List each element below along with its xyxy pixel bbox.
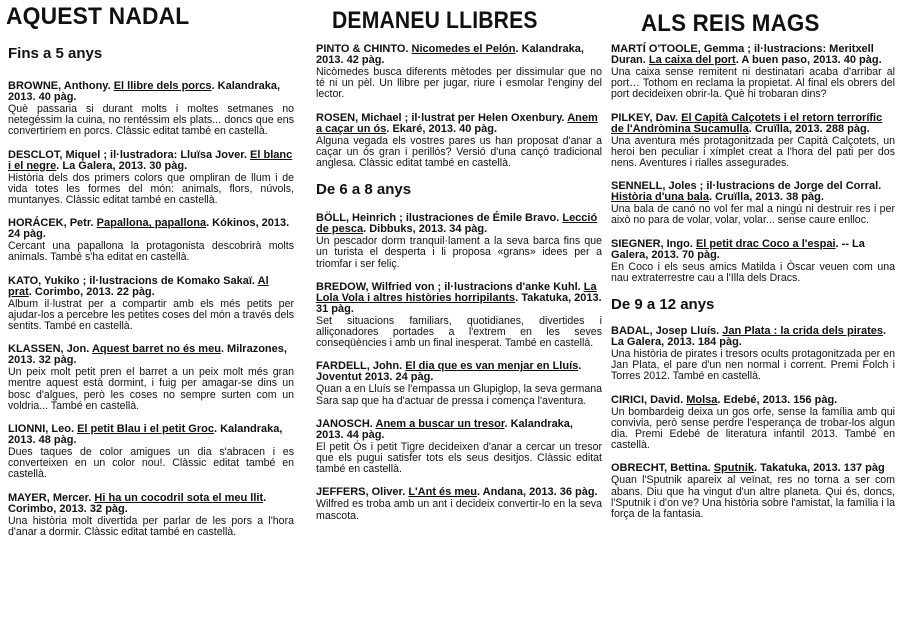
book-citation (611, 113, 895, 135)
book-citation (8, 276, 294, 298)
book-description: Un pescador dorm tranquil·lament a la seva barca fins que un turista el desperta i li proposa «grans» idees per a triomfar i ser feliç. (316, 235, 602, 270)
book-description: Què passaria si durant molts i moltes setmanes no netegéssim la cuina, no rentéssim els plats... doncs que ens convertiríem en porcs. Clàssic editat també en castellà. (8, 103, 294, 138)
book-publication: . Cruïlla, 2013. 288 pàg. (748, 122, 870, 135)
book-title: El dia que es van menjar en Lluís (405, 360, 579, 373)
age-heading: De 9 a 12 anys (611, 296, 715, 314)
book-description: Un peix molt petit pren el barret a un peix molt més gran mentre aquest està dormint, i fuig per amagar-se dins un bosc d'algues, però les coses no sempre surten com un voldria... També en castellà. (8, 366, 294, 412)
book-publication: . La Galera, 2013. 184 pàg. (611, 325, 887, 349)
book-entry (611, 463, 895, 520)
book-entry (8, 218, 294, 263)
book-description: Història dels dos primers colors que ompliran de llum i de vida totes les formes del món: animals, flors, núvols, muntanyes. Clàssic editat també en castellà. (8, 171, 294, 207)
book-author: PINTO & CHINTO. (316, 43, 412, 55)
book-title: Nicomedes el Pelón (411, 43, 516, 55)
column-heading: ALS REIS MAGS (641, 10, 820, 37)
book-title: Lecció de pesca (316, 212, 598, 236)
book-citation (8, 81, 294, 103)
book-entry (611, 113, 895, 170)
book-description: Una història de pirates i tresors ocults protagonitzada per en Jan Plata, el pare d'un nen normal i corrent. Premi Folch i Torres 2012. També en castellà. (611, 348, 895, 383)
book-title: Al prat (8, 274, 269, 298)
book-citation (611, 44, 895, 66)
book-title: Hi ha un cocodril sota el meu llit (94, 491, 264, 504)
book-title: El petit Blau i el petit Groc (77, 423, 214, 436)
book-description: Quan a en Lluís se l'empassa un Glupiglop, la seva germana Sara sap que ha d'actuar de pressa i comença l'aventura. (316, 383, 602, 407)
book-title: Aquest barret no és meu (91, 343, 221, 356)
book-citation (316, 44, 602, 66)
book-citation (8, 150, 294, 172)
book-citation (316, 113, 602, 135)
book-list (8, 81, 294, 538)
book-author: MARTÍ O'TOOLE, Gemma ; il·lustracions: Meritxell Duran. (611, 43, 874, 66)
book-entry (316, 487, 602, 521)
book-publication: . Corimbo, 2013. 32 pàg. (8, 491, 267, 515)
book-description: Una caixa sense remitent ni destinatari acaba d'arribar al port… Tothom en reclama la propietat. Al final els obrers del port decideixen obrir-la. Què hi trobaran dins? (611, 66, 895, 101)
age-heading: De 6 a 8 anys (316, 181, 412, 199)
book-citation (316, 213, 602, 235)
book-publication: . Kalandraka, 2013. 42 pàg. (316, 43, 584, 66)
book-description: En Coco i els seus amics Matilda i Òscar veuen com una nau extraterrestre cau a l'Illa dels Dracs. (611, 260, 895, 284)
book-title: Anem a buscar un tresor (375, 417, 505, 430)
book-entry (8, 150, 294, 207)
book-publication: . Corimbo, 2013. 22 pàg. (28, 285, 155, 298)
column-heading: DEMANEU LLIBRES (332, 7, 538, 34)
book-description: Wilfred es troba amb un ant i decideix convertir-lo en la seva mascota. (316, 498, 602, 522)
book-author: OBRECHT, Bettina. (611, 462, 714, 475)
book-author: LIONNI, Leo. (8, 423, 78, 436)
book-title: Sputnik (713, 462, 755, 475)
book-title: Papallona, papallona (96, 217, 207, 230)
column-aquest-nadal (8, 0, 294, 550)
book-title: La caixa del port (648, 54, 736, 66)
book-citation (611, 463, 895, 474)
book-entry (316, 419, 602, 476)
book-entry (316, 44, 602, 101)
book-description: Album il·lustrat per a compartir amb els més petits per ajudar-los a percebre les petites coses del món a través dels sentits. També en castellà. (8, 297, 294, 333)
book-publication: . Kalandraka, 2013. 40 pàg. (8, 80, 281, 103)
book-entry (611, 395, 895, 452)
book-description: Un bombardeig deixa un gos orfe, sense la família amb qui convivia, però sense perdre l'esperança de trobar-los algun dia. Premi Edebé de literatura infantil 2013. També en castellà. (611, 405, 895, 452)
book-publication: . Edebé, 2013. 156 pàg. (717, 393, 838, 406)
book-entry (316, 282, 602, 350)
book-title: Jan Plata : la crida dels pirates (722, 325, 884, 338)
book-publication: . Cruïlla, 2013. 38 pàg. (708, 191, 824, 204)
book-citation (611, 326, 895, 348)
book-description: Set situacions familiars, quotidianes, divertides i alliçonadores portades a l'extrem en les seves conseqüències i amb un final inesperat. També en castellà. (316, 314, 602, 350)
book-publication: . Kalandraka, 2013. 48 pàg. (8, 423, 283, 447)
book-publication: . -- La Galera, 2013. 70 pàg. (611, 237, 865, 261)
book-title: El blanc i el negre (8, 148, 293, 172)
book-citation (8, 218, 294, 240)
book-entry (316, 213, 602, 270)
book-citation (8, 493, 294, 515)
book-publication: . La Galera, 2013. 30 pàg. (56, 159, 188, 172)
book-title: El Capità Calçotets i el retorn terrorífic de l'Andròmina Sucamulla (611, 111, 883, 135)
book-publication: . A buen paso, 2013. 40 pàg. (735, 54, 882, 66)
book-publication: . Andana, 2013. 36 pàg. (476, 486, 598, 499)
book-citation (8, 344, 294, 366)
book-author: MAYER, Mercer. (8, 491, 95, 504)
book-citation (611, 239, 895, 261)
book-list (316, 213, 602, 522)
book-author: FARDELL, John. (316, 360, 406, 373)
column-heading: AQUEST NADAL (6, 3, 190, 30)
book-publication: . Takatuka, 2013. 137 pàg (754, 462, 885, 475)
book-citation (316, 361, 602, 383)
book-author: BREDOW, Wilfried von ; il·lustracions d'anke Kuhl. (316, 280, 584, 293)
book-title: Molsa (686, 393, 718, 406)
book-author: SIEGNER, Ingo. (611, 237, 696, 250)
book-title: Història d'una bala (611, 191, 709, 204)
book-author: JANOSCH. (316, 417, 376, 430)
book-author: JEFFERS, Oliver. (316, 486, 409, 499)
book-citation (316, 282, 602, 315)
book-list (316, 44, 602, 169)
book-title: El llibre dels porcs (113, 80, 212, 92)
book-description: Una història molt divertida per parlar de les pors a l'hora d'anar a dormir. Clàssic editat també en castellà. (8, 514, 294, 538)
book-publication: . Joventut 2013. 24 pàg. (316, 360, 582, 384)
book-author: KATO, Yukiko ; il·lustracions de Komako Sakaï. (8, 274, 258, 287)
book-description: Una aventura més protagonitzada per Capità Calçotets, un heroi ben peculiar i xímplet creat a l'hora del pati per dos nens. Aventures i rialles assegurades. (611, 134, 895, 170)
book-author: SENNELL, Joles ; il·lustracions de Jorge del Corral. (611, 180, 882, 193)
book-entry (8, 493, 294, 538)
book-author: KLASSEN, Jon. (8, 343, 92, 356)
book-list (611, 44, 895, 284)
book-entry (611, 181, 895, 226)
book-title: La Lola Vola i altres històries horripilants (316, 280, 597, 304)
book-entry (8, 344, 294, 412)
book-author: BROWNE, Anthony. (8, 80, 114, 92)
book-description: Cercant una papallona la protagonista descobrirà molts animals. També s'ha editat en castellà. (8, 240, 294, 264)
book-description: Una bala de canó no vol fer mal a ningú ni destruir res i per això no para de volar, volar, volar... sense caure enlloc. (611, 203, 895, 227)
book-publication: . Kókinos, 2013. 24 pàg. (8, 217, 290, 241)
book-author: BÖLL, Heinrich ; ilustraciones de Émile Bravo. (316, 212, 563, 225)
book-author: PILKEY, Dav. (611, 111, 682, 124)
book-entry (611, 239, 895, 284)
book-author: DESCLOT, Miquel ; il·lustradora: Lluïsa Jover. (8, 148, 251, 161)
book-description: El petit Ós i petit Tigre decideixen d'anar a cercar un tresor que els pugui satisfer tots els seus desitjos. Clàssic editat també en castellà. (316, 440, 602, 476)
book-entry (8, 81, 294, 138)
book-publication: . Milrazones, 2013. 32 pàg. (8, 343, 287, 367)
column-als-reis-mags (611, 0, 895, 532)
book-entry (611, 44, 895, 101)
book-author: BADAL, Josep Lluís. (611, 325, 723, 338)
book-description: Quan l'Sputnik apareix al veïnat, res no torna a ser com abans. Diu que ha vingut d'un altre planeta. Qui és, doncs, l'Sputnik i d'on ve? Una història sobre l'amistat, la família i la força de la fantasia. (611, 474, 895, 521)
book-entry (611, 326, 895, 383)
book-citation (8, 424, 294, 446)
book-description: Alguna vegada els vostres pares us han proposat d'anar a caçar un ós gran i perillós? Versió d'una cançó tradicional anglesa. Clàssic editat també en castellà. (316, 134, 602, 170)
book-citation (316, 419, 602, 441)
book-author: ROSEN, Michael ; il·lustrat per Helen Oxenbury. (316, 111, 568, 124)
book-title: Anem a caçar un ós (316, 111, 598, 135)
book-entry (316, 113, 602, 170)
book-title: El petit drac Coco a l'espai (695, 237, 836, 250)
book-description: Dues taques de color amigues un dia s'abracen i es converteixen en un color nou!. Clàssic editat també en castellà. (8, 446, 294, 481)
book-entry (8, 276, 294, 333)
book-publication: . Dibbuks, 2013. 34 pàg. (363, 223, 488, 236)
book-citation (611, 181, 895, 203)
book-title: L'Ant és meu (408, 486, 477, 499)
book-author: CIRICI, David. (611, 393, 687, 406)
column-demaneu-llibres (316, 0, 602, 534)
book-publication: . Ekaré, 2013. 40 pàg. (386, 122, 498, 135)
book-publication: . Kalandraka, 2013. 44 pàg. (316, 417, 573, 441)
book-author: HORÁCEK, Petr. (8, 217, 97, 230)
book-description: Nicòmedes busca diferents mètodes per dissimular que no té ni un pèl. Un llibre per jugar, riure i esmolar l'enginy del lector. (316, 66, 602, 101)
book-list (611, 326, 895, 520)
book-citation (611, 395, 895, 406)
age-heading: Fins a 5 anys (8, 45, 103, 62)
book-publication: . Takatuka, 2013. 31 pàg. (316, 291, 602, 315)
book-entry (316, 361, 602, 406)
book-entry (8, 424, 294, 481)
book-citation (316, 487, 602, 498)
